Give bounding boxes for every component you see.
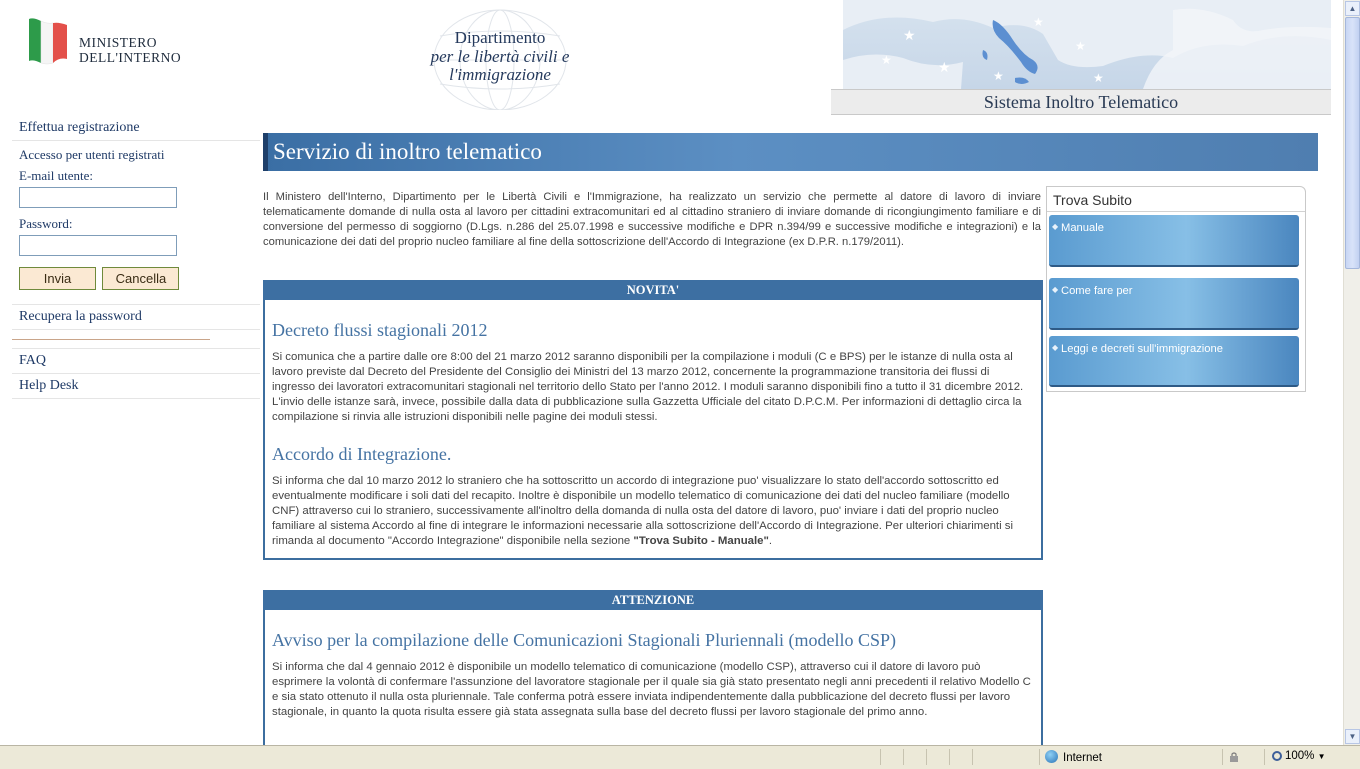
intro-text: Il Ministero dell'Interno, Dipartimento per le Libertà Civili e l'Immigrazione, ha realizzato un servizio che permette al datore di lavoro di inviare telematicamente domande di nulla osta al lavoro per cittadini extracomunitari ed al cittadino straniero di inviare domande di ricongiungimento familiare e di conversione del permesso di soggiorno (D.Lgs. n.286 del 25.07.1998 e successive modifiche e DPR n.394/99 e successive modifiche e integrazioni) e la comunicazione dei dati del proprio nucleo familiare al fine della sottoscrizione dell'Accordo di Integrazione (ex D.P.R. n.179/2011). <box>263 191 1041 248</box>
notice-title-csp: Avviso per la compilazione delle Comunicazioni Stagionali Pluriennali (modello CSP) <box>272 630 897 650</box>
browser-status-bar <box>0 745 1360 769</box>
email-label: E-mail utente: <box>19 168 94 183</box>
attenzione-box <box>263 590 1043 745</box>
news-text-flussi: Si comunica che a partire dalle ore 8:00 del 21 marzo 2012 saranno disponibili per la compilazione i moduli (C e BPS) per le istanze di nulla osta al lavoro previste dal Decreto del Presidente del Consiglio dei Ministri del 13 marzo 2012, concernente la programmazione transitoria dei flussi di ingresso dei lavoratori extracomunitari stagionali nel territorio dello Stato per l'anno 2012. I moduli saranno disponibili fino a tutto il 31 dicembre 2012. L'invio delle istanze sarà, invece, possibile dalla data di pubblicazione sulla Gazzetta Ufficiale del citato D.P.C.M. Per informazioni di dettaglio circa la compilazione si rinvia alle istruzioni disponibili nelle pagine dei moduli stessi. <box>272 351 1024 423</box>
login-heading: Accesso per utenti registrati <box>19 147 165 162</box>
novita-box <box>263 280 1043 560</box>
status-divider <box>1264 749 1265 765</box>
register-link[interactable]: Effettua registrazione <box>12 116 260 141</box>
novita-body <box>265 320 1041 555</box>
europe-map-icon <box>843 0 1331 89</box>
protected-mode-icon[interactable] <box>1229 752 1241 762</box>
scroll-thumb[interactable] <box>1345 17 1360 269</box>
svg-text:★: ★ <box>881 53 892 67</box>
svg-text:★: ★ <box>1033 15 1044 29</box>
recover-password-link[interactable]: Recupera la password <box>12 305 260 330</box>
trova-manuale-ref: "Trova Subito - Manuale" <box>633 535 769 547</box>
attenzione-body <box>265 630 1041 726</box>
status-divider <box>1222 749 1223 765</box>
submit-button[interactable]: Invia <box>19 267 96 290</box>
chevron-down-icon: ▼ <box>1317 752 1326 761</box>
news-text-accordo <box>272 474 1033 549</box>
cancel-button[interactable]: Cancella <box>102 267 179 290</box>
status-divider <box>926 749 927 765</box>
italian-flag-icon <box>27 15 69 65</box>
password-input[interactable] <box>19 235 177 256</box>
zoom-icon <box>1272 751 1282 761</box>
zoom-control[interactable] <box>1272 750 1326 762</box>
ministry-name <box>79 35 181 65</box>
zoom-level: 100% <box>1285 750 1315 762</box>
page-title-bar <box>263 133 1318 171</box>
ministry-logo[interactable] <box>27 15 227 75</box>
scroll-down-icon[interactable]: ▼ <box>1345 729 1360 744</box>
status-divider <box>949 749 950 765</box>
faq-link[interactable]: FAQ <box>12 349 260 374</box>
dept-title: Dipartimento <box>454 28 546 47</box>
site-header <box>0 0 1343 116</box>
trova-come-fare-button[interactable]: ◆ Come fare per <box>1049 278 1299 330</box>
vertical-scrollbar[interactable] <box>1343 0 1360 745</box>
status-divider <box>880 749 881 765</box>
system-title: Sistema Inoltro Telematico <box>831 89 1331 115</box>
news-text-accordo-end: . <box>768 535 773 547</box>
status-divider <box>972 749 973 765</box>
email-input[interactable] <box>19 187 177 208</box>
page-title: Servizio di inoltro telematico <box>273 139 542 164</box>
ministry-line-1: MINISTERO <box>79 35 157 50</box>
svg-text:★: ★ <box>993 69 1004 83</box>
divider <box>12 340 260 349</box>
title-accent <box>263 133 268 171</box>
attenzione-header: ATTENZIONE <box>263 590 1043 610</box>
trova-subito-title: Trova Subito <box>1047 187 1305 212</box>
helpdesk-link[interactable]: Help Desk <box>12 374 260 399</box>
department-logo <box>410 6 590 110</box>
status-divider <box>903 749 904 765</box>
dept-subtitle-1: per le libertà civili e <box>430 47 570 66</box>
security-zone <box>1045 750 1102 764</box>
trova-manuale-button[interactable]: ◆ Manuale <box>1049 215 1299 267</box>
trova-leggi-button[interactable]: ◆ Leggi e decreti sull'immigrazione <box>1049 336 1299 387</box>
news-title-accordo: Accordo di Integrazione. <box>272 444 452 464</box>
news-title-flussi: Decreto flussi stagionali 2012 <box>272 320 488 340</box>
zone-label: Internet <box>1063 752 1102 764</box>
status-divider <box>1039 749 1040 765</box>
svg-text:★: ★ <box>903 27 916 43</box>
dept-subtitle-2: l'immigrazione <box>449 65 551 84</box>
trova-subito-panel <box>1046 186 1306 392</box>
ministry-line-2: DELL'INTERNO <box>79 50 182 65</box>
svg-text:★: ★ <box>1075 39 1086 53</box>
sidebar <box>12 116 260 399</box>
svg-text:★: ★ <box>938 59 951 75</box>
password-label: Password: <box>19 216 73 231</box>
globe-icon <box>1045 750 1058 763</box>
scroll-up-icon[interactable]: ▲ <box>1345 1 1360 16</box>
login-buttons <box>12 256 260 296</box>
novita-header: NOVITA' <box>263 280 1043 300</box>
svg-text:★: ★ <box>1093 71 1104 85</box>
europe-map-banner <box>843 0 1331 89</box>
news-text-accordo-body: Si informa che dal 10 marzo 2012 lo straniero che ha sottoscritto un accordo di integrazione puo' visualizzare lo stato dell'accordo sottoscritto ed eventualmente modificare i soli dati del recapito. Inoltre è disponibile un modello telematico di comunicazione dei dati del nucleo familiare (modello CNF) attraverso cui lo straniero, successivamente all'inoltro della domanda di nulla osta del datore di lavoro, puo' inviare i dati del proprio nucleo familiare al sistema Accordo al fine di integrare le informazioni necessarie alla sottoscrizione dell'Accordo di Integrazione. Per ulteriori chiarimenti si rimanda al documento "Accordo Integrazione" disponibile nella sezione <box>272 475 1014 547</box>
notice-text-csp: Si informa che dal 4 gennaio 2012 è disponibile un modello telematico di comunicazione (modello CSP), attraverso cui il datore di lavoro può esprimere la volontà di confermare l'assunzione del lavoratore stagionale per il quale sia già stato presentato negli anni precedenti il relativo Modello C e sia stato ottenuto il nulla osta pluriennale. Tale conferma potrà essere inviata indipendentemente dalla pubblicazione del decreto flussi per lavoro stagionale, in quanto la quota risulta essere già stata assegnata sulla base del decreto flussi per lavoro stagionale del primo anno. <box>272 661 1031 718</box>
